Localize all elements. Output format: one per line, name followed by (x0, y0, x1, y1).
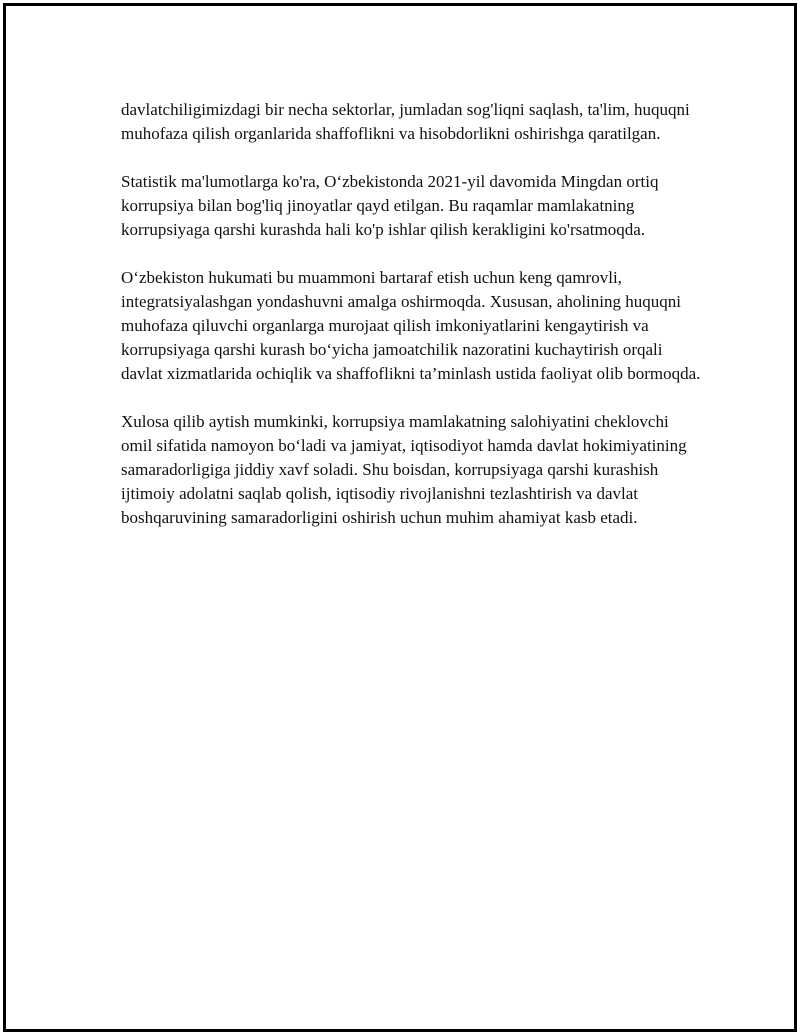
document-body (121, 98, 701, 554)
paragraph-3: O‘zbekiston hukumati bu muammoni bartaraf etish uchun keng qamrovli, integratsiyalashgan yondashuvni amalga oshirmoqda. Xususan, aholining huquqni muhofaza qiluvchi organlarga murojaat qilish imkoniyatlarini kengaytirish va korrupsiyaga qarshi kurash bo‘yicha jamoatchilik nazoratini kuchaytirish orqali davlat xizmatlarida ochiqlik va shaffoflikni ta’minlash ustida faoliyat olib bormoqda. (121, 268, 701, 383)
paragraph-1: davlatchiligimizdagi bir necha sektorlar, jumladan sog'liqni saqlash, ta'lim, huquqni muhofaza qilish organlarida shaffoflikni va hisobdorlikni oshirishga qaratilgan. (121, 100, 690, 143)
document-page (3, 3, 797, 1032)
paragraph-2: Statistik ma'lumotlarga ko'ra, O‘zbekistonda 2021-yil davomida Mingdan ortiq korrupsiya bilan bog'liq jinoyatlar qayd etilgan. Bu raqamlar mamlakatning korrupsiyaga qarshi kurashda hali ko'p ishlar qilish kerakligini ko'rsatmoqda. (121, 172, 659, 239)
paragraph-4: Xulosa qilib aytish mumkinki, korrupsiya mamlakatning salohiyatini cheklovchi omil sifatida namoyon bo‘ladi va jamiyat, iqtisodiyot hamda davlat hokimiyatining samaradorligiga jiddiy xavf soladi. Shu boisdan, korrupsiyaga qarshi kurashish ijtimoiy adolatni saqlab qolish, iqtisodiy rivojlanishni tezlashtirish va davlat boshqaruvining samaradorligini oshirish uchun muhim ahamiyat kasb etadi. (121, 412, 687, 527)
